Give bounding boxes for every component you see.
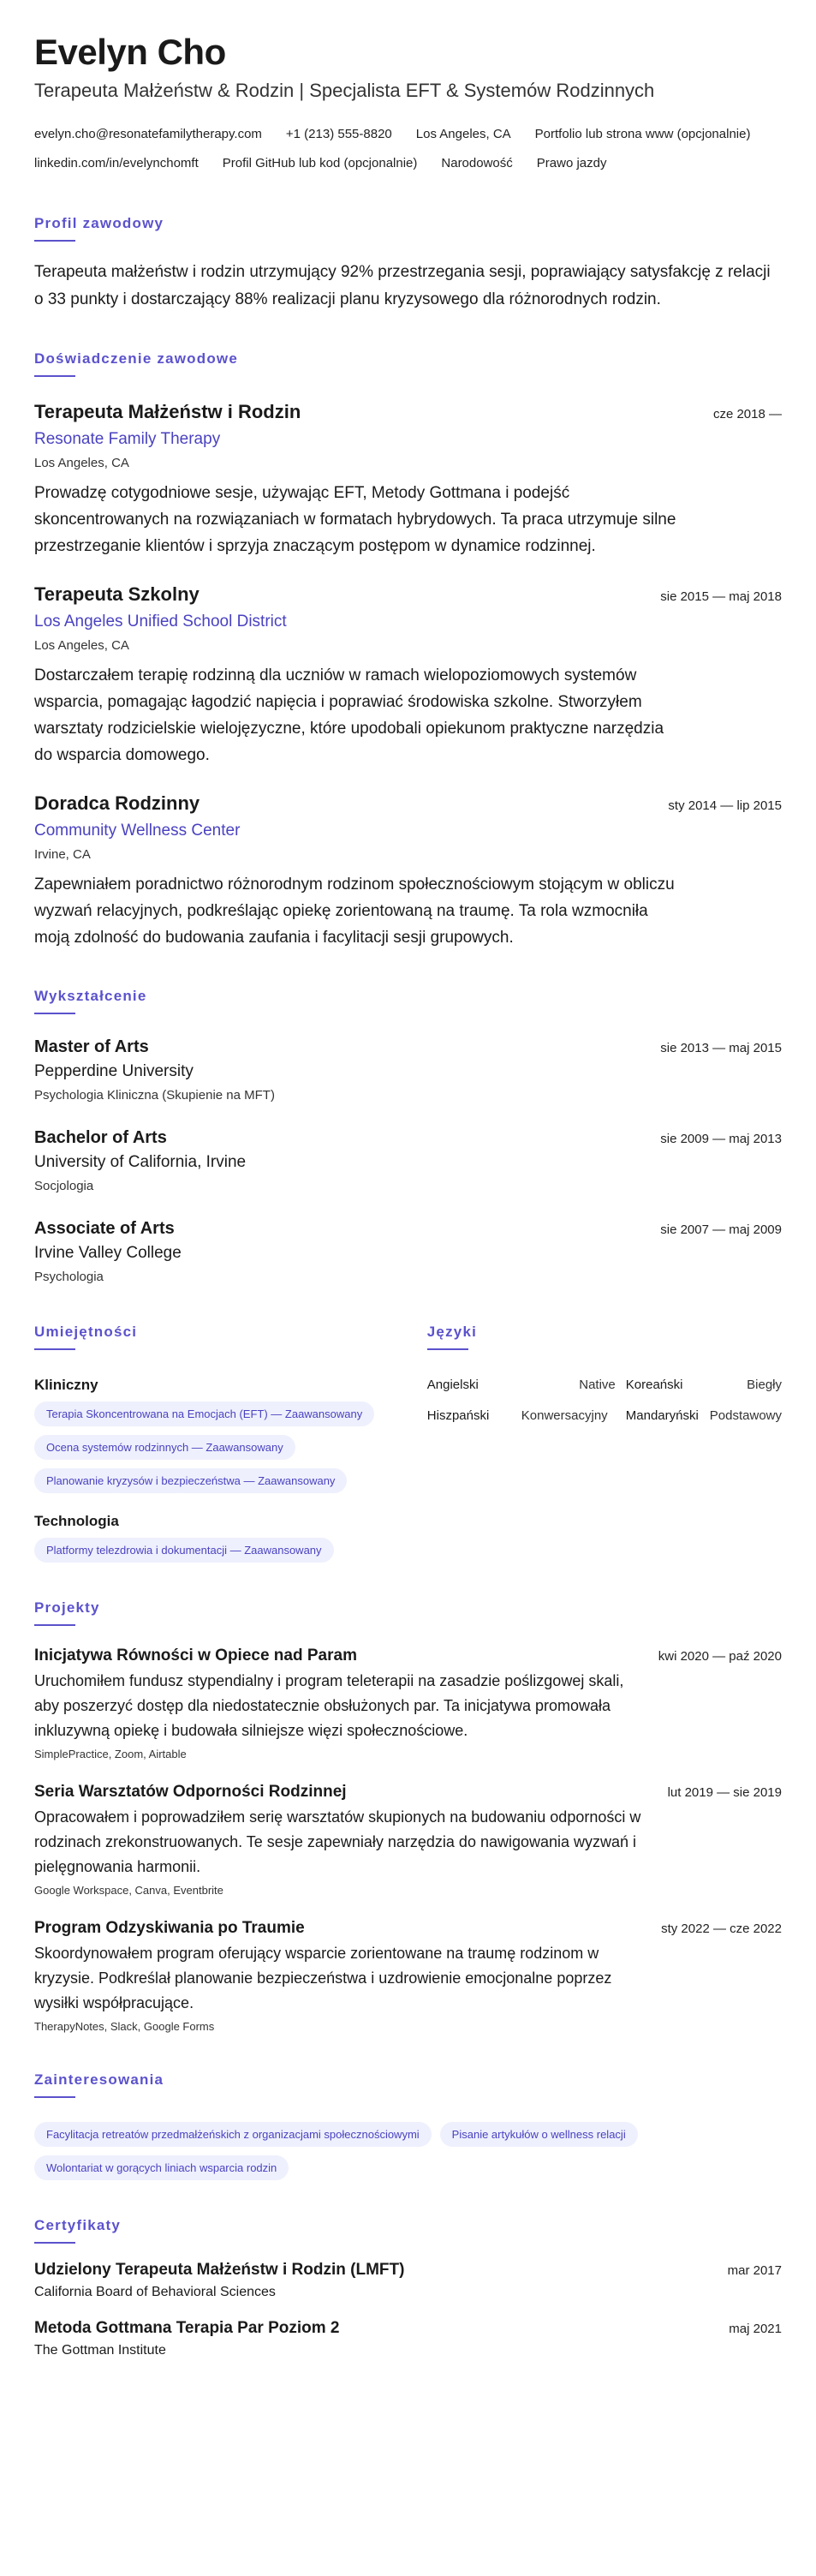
section-title: Doświadczenie zawodowe (34, 350, 239, 367)
language-name: Angielski (426, 1378, 479, 1392)
job-company: Los Angeles Unified School District (34, 613, 287, 631)
job-location: Irvine, CA (34, 847, 91, 862)
contact-driving-license: Prawo jazdy (536, 156, 607, 170)
education-degree: Associate of Arts (34, 1219, 175, 1238)
profile-section (34, 214, 782, 314)
skill-list (34, 1402, 393, 1493)
contact-linkedin[interactable]: linkedin.com/in/evelynchomft (34, 156, 199, 170)
projects-section (34, 1599, 782, 2035)
education-degree: Bachelor of Arts (34, 1128, 167, 1147)
project-date: kwi 2020 — paź 2020 (658, 1649, 782, 1664)
section-title: Zainteresowania (34, 2071, 164, 2088)
job-date: cze 2018 — (712, 407, 782, 421)
certificate-issuer: California Board of Behavioral Sciences (34, 2285, 276, 2299)
language-name: Koreański (625, 1378, 683, 1392)
education-date: sie 2007 — maj 2009 (660, 1222, 782, 1237)
section-divider (34, 2096, 75, 2098)
education-degree: Master of Arts (34, 1037, 149, 1056)
certificates-section (34, 2216, 782, 2360)
job-entry (34, 791, 782, 951)
education-date: sie 2009 — maj 2013 (660, 1132, 782, 1146)
interest-chip: Wolontariat w gorących liniach wsparcia rodzin (34, 2155, 289, 2180)
education-field: Psychologia Kliniczna (Skupienie na MFT) (34, 1088, 275, 1103)
project-tools: SimplePractice, Zoom, Airtable (34, 1748, 187, 1760)
job-title: Terapeuta Szkolny (34, 583, 200, 605)
section-title: Umiejętności (34, 1324, 138, 1340)
contact-portfolio[interactable]: Portfolio lub strona www (opcjonalnie) (534, 127, 751, 141)
project-entry (34, 1917, 782, 2035)
education-school: Irvine Valley College (34, 1244, 182, 1262)
project-title: Program Odzyskiwania po Traumie (34, 1919, 305, 1937)
certificate-issuer: The Gottman Institute (34, 2343, 166, 2358)
language-level: Konwersacyjny (521, 1408, 608, 1423)
job-company: Resonate Family Therapy (34, 430, 221, 448)
contact-email[interactable]: evelyn.cho@resonatefamilytherapy.com (34, 127, 262, 141)
skill-chip: Platformy telezdrowia i dokumentacji — Zaawansowany (34, 1538, 334, 1563)
interest-list (34, 2122, 782, 2180)
language-level: Podstawowy (709, 1408, 782, 1423)
section-divider (427, 1348, 468, 1350)
section-title: Wykształcenie (34, 988, 147, 1004)
section-title: Certyfikaty (34, 2217, 122, 2233)
job-title: Terapeuta Małżeństw i Rodzin (34, 401, 301, 422)
skills-section (34, 1323, 427, 1563)
education-field: Socjologia (34, 1179, 94, 1193)
profile-summary: Terapeuta małżeństw i rodzin utrzymujący 92% przestrzegania sesji, poprawiający satysfakcję z relacji o 33 punkty i dostarczający 88% realizacji planu kryzysowego dla różnorodnych rodzin. (34, 263, 771, 308)
skill-chip: Terapia Skoncentrowana na Emocjach (EFT) — Zaawansowany (34, 1402, 374, 1426)
language-level: Biegły (747, 1378, 782, 1392)
education-school: University of California, Irvine (34, 1153, 247, 1171)
section-divider (34, 240, 75, 242)
project-entry (34, 1645, 782, 1762)
section-title: Projekty (34, 1599, 100, 1616)
skill-category: Technologia (34, 1513, 119, 1529)
contact-info (34, 120, 782, 178)
interest-chip: Facylitacja retreatów przedmałżeńskich z organizacjami społecznościowymi (34, 2122, 432, 2147)
job-title: Doradca Rodzinny (34, 792, 200, 814)
contact-nationality: Narodowość (441, 156, 513, 170)
project-title: Seria Warsztatów Odporności Rodzinnej (34, 1783, 347, 1801)
certificate-name: Udzielony Terapeuta Małżeństw i Rodzin (LMFT) (34, 2261, 405, 2279)
section-title: Języki (426, 1324, 478, 1340)
education-school: Pepperdine University (34, 1062, 194, 1080)
job-date: sie 2015 — maj 2018 (660, 589, 782, 604)
project-description: Uruchomiłem fundusz stypendialny i program teleterapii na zasadzie poślizgowej skali, aby poszerzyć dostęp dla niedostatecznie obsłużonych par. Ta inicjatywa promowała inkluzywną opiekę i budowała silniejsze więzi społecznościowe. (34, 1672, 624, 1739)
skills-languages-row (34, 1323, 782, 1563)
section-divider (34, 375, 75, 377)
section-divider (34, 1348, 75, 1350)
project-description: Skoordynowałem program oferujący wsparcie zorientowane na traumę rodzinom w kryzysie. Podkreślał planowanie bezpieczeństwa i uzdrowienie emocjonalne poprzez wysiłki współpracujące. (34, 1945, 612, 2011)
project-date: lut 2019 — sie 2019 (667, 1785, 782, 1800)
job-location: Los Angeles, CA (34, 456, 129, 470)
language-list (427, 1376, 782, 1425)
interest-chip: Pisanie artykułów o wellness relacji (440, 2122, 638, 2147)
job-company: Community Wellness Center (34, 822, 241, 840)
certificate-date: maj 2021 (729, 2322, 782, 2336)
project-title: Inicjatywa Równości w Opiece nad Param (34, 1647, 357, 1665)
job-entry (34, 399, 782, 559)
education-entry (34, 1035, 782, 1105)
job-entry (34, 582, 782, 768)
skill-chip: Ocena systemów rodzinnych — Zaawansowany (34, 1435, 295, 1460)
experience-section (34, 350, 782, 951)
project-description: Opracowałem i poprowadziłem serię warsztatów skupionych na budowaniu odporności w rodzinach zrekonstruowanych. Te sesje zapewniały narzędzia do nawigowania wyzwań i pielęgnowania harmonii. (34, 1808, 641, 1875)
education-date: sie 2013 — maj 2015 (660, 1041, 782, 1055)
project-date: sty 2022 — cze 2022 (661, 1922, 782, 1936)
section-divider (34, 2242, 75, 2244)
language-name: Hiszpański (426, 1408, 490, 1423)
contact-location: Los Angeles, CA (415, 127, 511, 141)
skill-category: Kliniczny (34, 1377, 98, 1393)
skill-chip: Planowanie kryzysów i bezpieczeństwa — Zaawansowany (34, 1468, 347, 1493)
education-section (34, 987, 782, 1287)
resume-header (34, 31, 782, 178)
education-entry (34, 1126, 782, 1196)
job-description: Prowadzę cotygodniowe sesje, używając EFT, Metody Gottmana i podejść skoncentrowanych na rozwiązaniach w formatach hybrydowych. Ta praca utrzymuje silne przestrzeganie klientów i sprzyja znaczącym postępom w dynamice rodzinnej. (34, 484, 676, 555)
language-level: Native (579, 1378, 616, 1392)
contact-github[interactable]: Profil GitHub lub kod (opcjonalnie) (222, 156, 418, 170)
section-title: Profil zawodowy (34, 215, 164, 231)
candidate-name: Evelyn Cho (34, 32, 226, 72)
project-entry (34, 1781, 782, 1898)
languages-section (427, 1323, 782, 1563)
job-date: sty 2014 — lip 2015 (668, 798, 782, 813)
certificate-name: Metoda Gottmana Terapia Par Poziom 2 (34, 2319, 340, 2337)
language-name: Mandaryński (625, 1408, 699, 1423)
project-tools: TherapyNotes, Slack, Google Forms (34, 2020, 215, 2033)
skill-list (34, 1538, 393, 1563)
section-divider (34, 1013, 75, 1014)
job-description: Dostarczałem terapię rodzinną dla uczniów w ramach wielopoziomowych systemów wsparcia, pomagając łagodzić napięcia i poprawiać środowiska szkolne. Stworzyłem warsztaty rodzicielskie wielojęzyczne, które upodobali opiekunom praktyczne narzędzia do wsparcia domowego. (34, 666, 664, 764)
contact-phone[interactable]: +1 (213) 555-8820 (285, 127, 392, 141)
job-location: Los Angeles, CA (34, 638, 129, 653)
section-divider (34, 1624, 75, 1626)
project-tools: Google Workspace, Canva, Eventbrite (34, 1884, 223, 1897)
job-description: Zapewniałem poradnictwo różnorodnym rodzinom społecznościowym stojącym w obliczu wyzwań relacyjnych, podkreślając opiekę zorientowaną na traumę. Ta rola wzmocniła moją zdolność do budowania zaufania i facylitacji sesji grupowych. (34, 876, 675, 947)
certificate-date: mar 2017 (727, 2263, 782, 2278)
education-field: Psychologia (34, 1270, 104, 1284)
certificate-entry (34, 2259, 782, 2302)
candidate-headline: Terapeuta Małżeństw & Rodzin | Specjalista EFT & Systemów Rodzinnych (34, 80, 655, 101)
interests-section (34, 2071, 782, 2180)
certificate-entry (34, 2317, 782, 2360)
education-entry (34, 1216, 782, 1287)
